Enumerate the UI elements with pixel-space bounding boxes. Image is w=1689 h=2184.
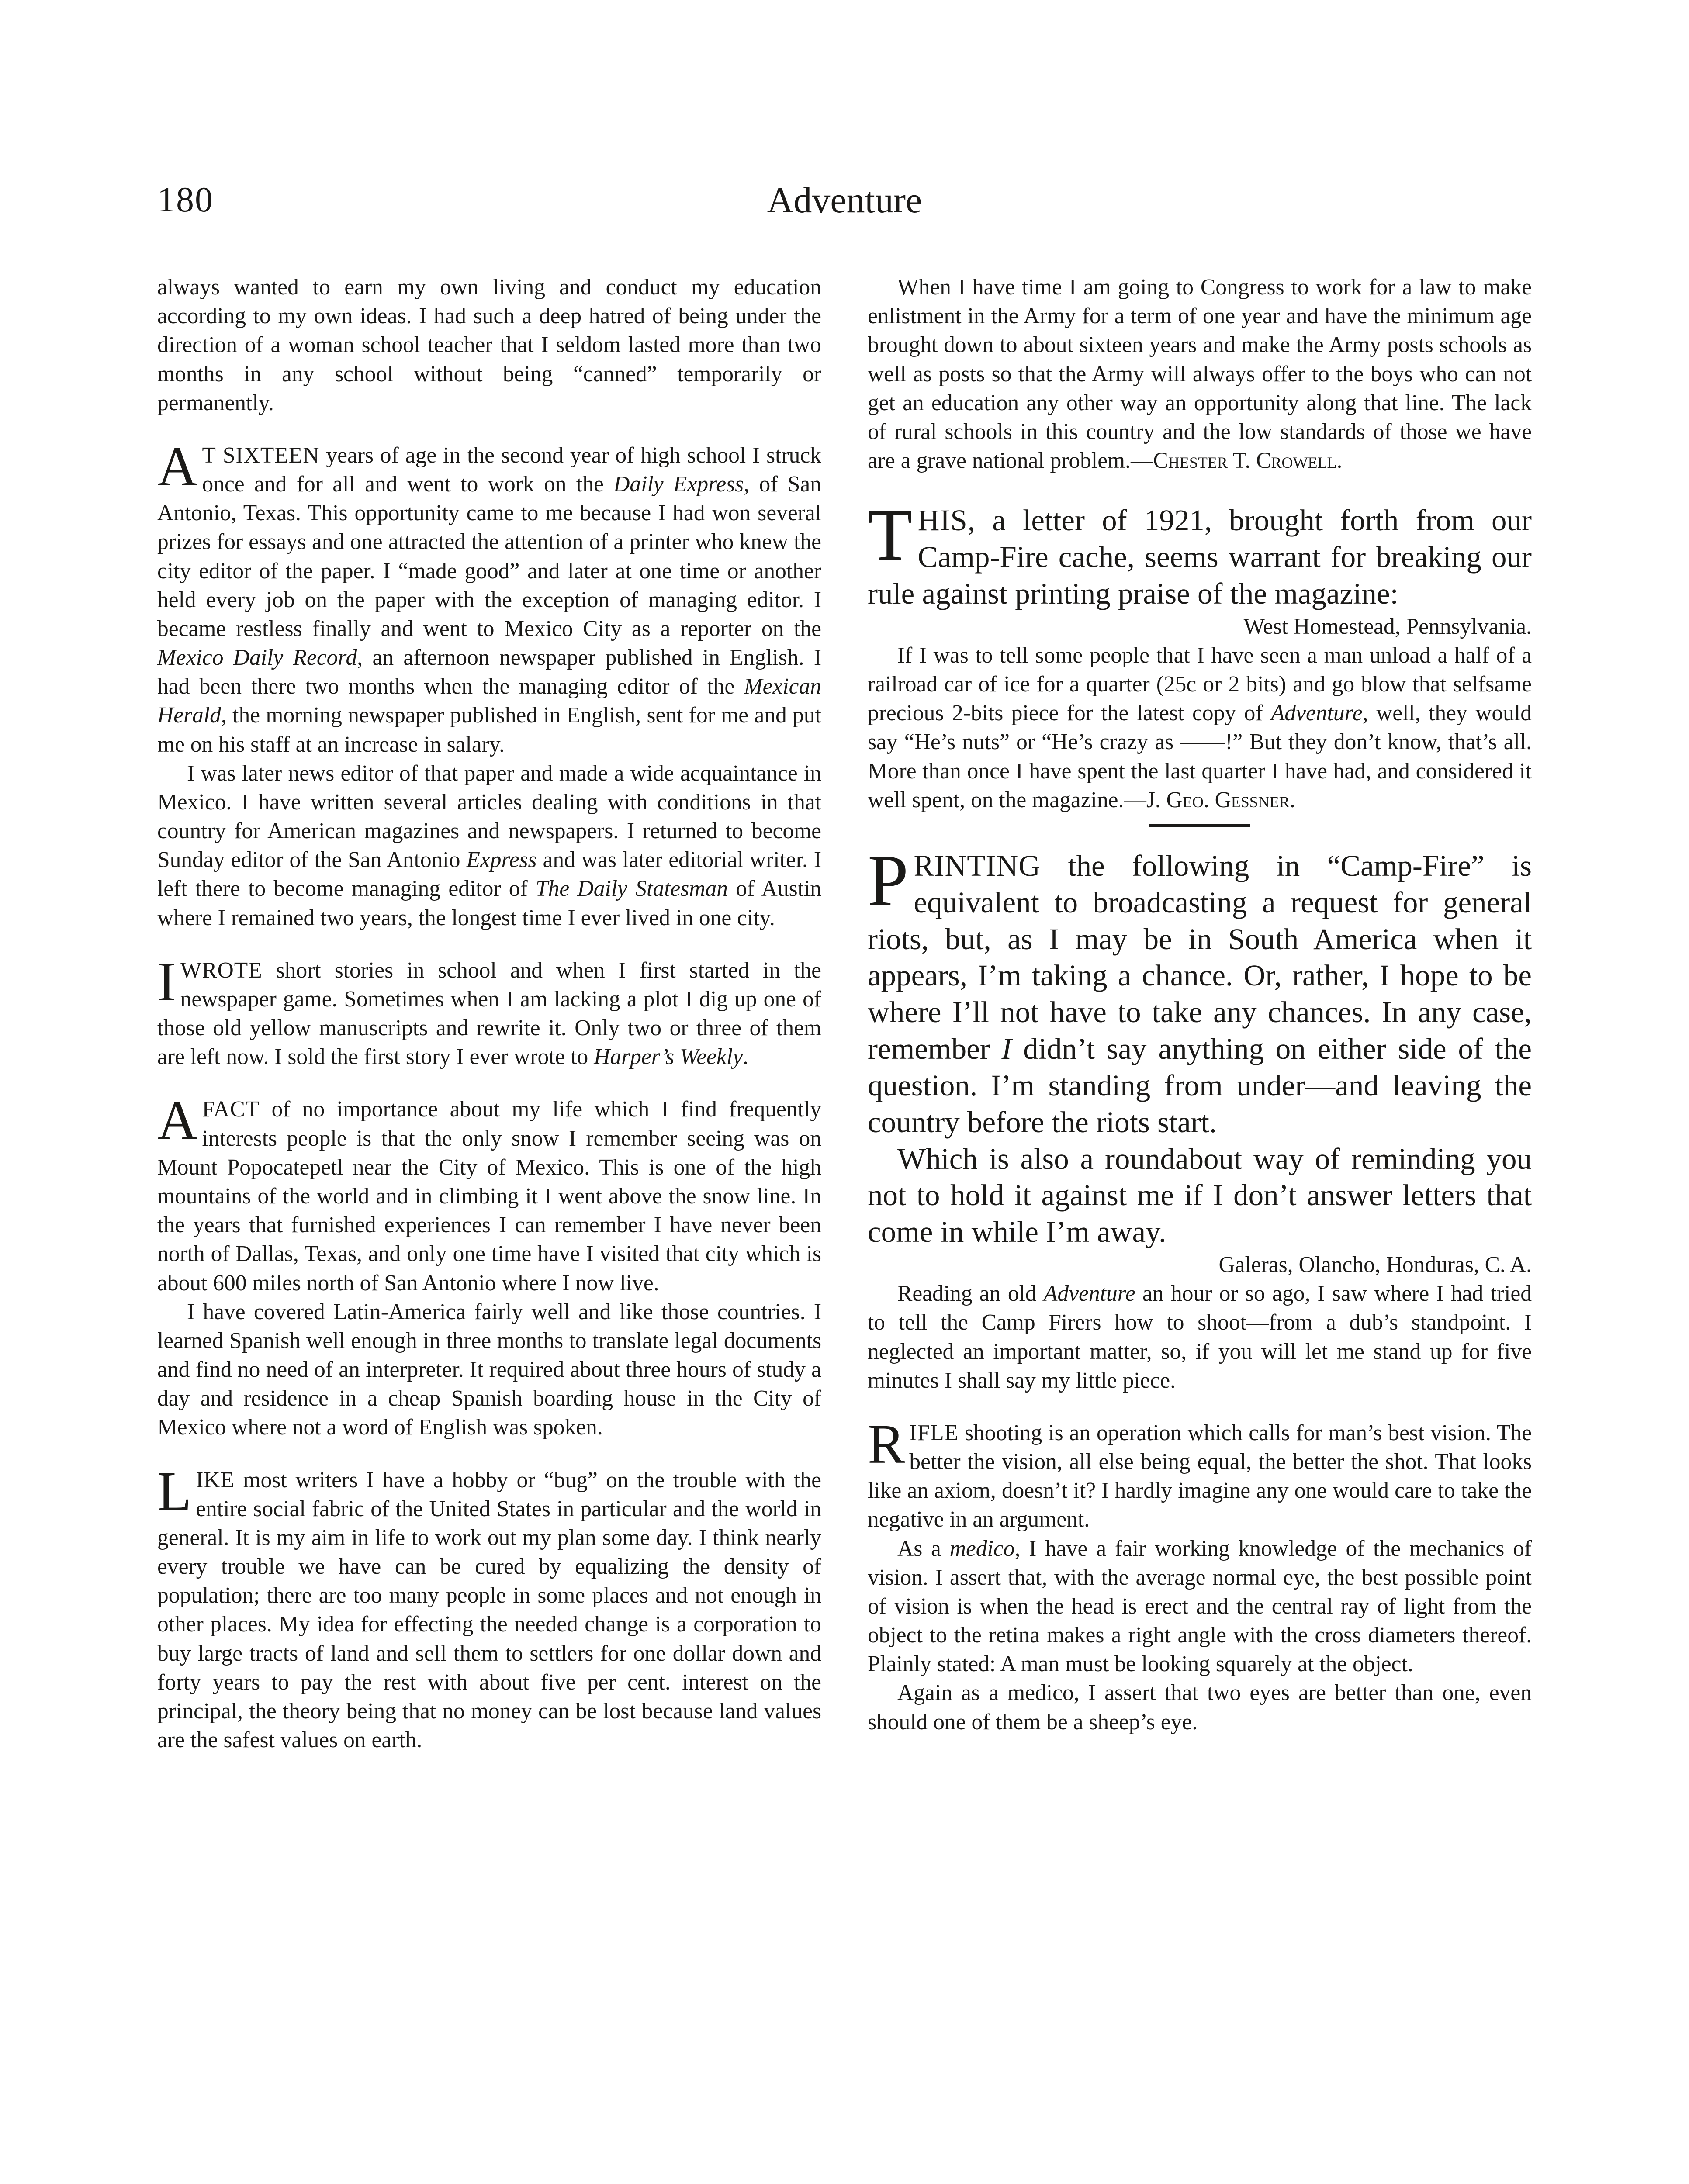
divider-rule xyxy=(1149,824,1250,827)
drop-cap: A xyxy=(157,435,198,498)
dateline: West Homestead, Pennsylvania. xyxy=(1243,614,1532,639)
right-column xyxy=(868,273,1532,1737)
paragraph: I was later news editor of that paper and made a wide acquaintance in Mexico. I have written several articles dealing with conditions in that country for American magazines and newspapers. I returned to become Sunday editor of the San Antonio Express and was later editorial writer. I left there to become managing editor of The Daily Statesman of Austin where I remained two years, the longest time I ever lived in one city. xyxy=(157,760,821,930)
paragraph: Reading an old Adventure an hour or so ago, I saw where I had tried to tell the Camp Firers how to shoot—from a dub’s standpoint. I neglected an important matter, so, if you will let me stand up for five minutes I shall say my little piece. xyxy=(868,1281,1532,1393)
paragraph: THIS, a letter of 1921, brought forth from our Camp-Fire cache, seems warrant for breaking our rule against printing praise of the magazine: xyxy=(868,494,1532,610)
signoff: Chester T. Crowell. xyxy=(1153,448,1343,473)
paragraph: As a medico, I have a fair working knowledge of the mechanics of vision. I assert that, with the average normal eye, the best possible point of vision is when the head is erect and the central ray of light from the object to the retina makes a right angle with the cross diameters thereof. Plainly stated: A man must be looking squarely at the object. xyxy=(868,1536,1532,1677)
dateline: Galeras, Olancho, Honduras, C. A. xyxy=(1218,1252,1532,1277)
editorial-note xyxy=(868,840,1532,1251)
paragraph: RIFLE shooting is an operation which calls for man’s best vision. The better the vision, all else being equal, the better the shot. That looks like an axiom, doesn’t it? I hardly imagine any one would care to take the negative in an argument. xyxy=(868,1413,1532,1532)
paragraph: LIKE most writers I have a hobby or “bug” on the trouble with the entire social fabric of the United States in particular and the world in general. It is my aim in life to work out my plan some day. I think nearly every trouble we have can be cured by equalizing the density of population; there are too many people in some places and not enough in other places. My idea for effecting the needed change is a corporation to buy large tracts of land and sell them to settlers for one dollar down and forty years to pay the rest with about five per cent. interest on the principal, the theory being that no money can be lost because land values are the safest values on earth. xyxy=(157,1460,821,1753)
paragraph: When I have time I am going to Congress to work for a law to make enlistment in the Army for a term of one year and have the minimum age brought down to about sixteen years and make the Army posts schools as well as posts so that the Army will always offer to the boys who can not get an education any other way an opportunity along that line. The lack of rural schools in this country and the low standards of those we have are a grave national problem.—Chester T. Crowell. xyxy=(868,275,1532,473)
drop-cap: L xyxy=(157,1460,192,1522)
page-header xyxy=(157,179,1532,232)
drop-cap: A xyxy=(157,1089,198,1152)
paragraph: A T SIXTEEN years of age in the second year of high school I struck once and for all and went to work on the Daily Express, of San Antonio, Texas. This opportunity came to me because I had won several prizes for essays and one attracted the attention of a printer who knew the city editor of the paper. I “made good” and later at one time or another held every job on the paper with the exception of managing editor. I became restless finally and went to Mexico City as a reporter on the Mexico Daily Record, an afternoon newspaper published in English. I had been there two months when the managing editor of the Mexican Herald, the morning newspaper published in English, sent for me and put me on his staff at an increase in salary. xyxy=(157,435,821,757)
drop-cap: I xyxy=(157,950,176,1013)
magazine-title: Adventure xyxy=(767,180,922,221)
editorial-note xyxy=(868,494,1532,612)
paragraph: Which is also a roundabout way of reminding you not to hold it against me if I don’t answer letters that come in while I’m away. xyxy=(868,1142,1532,1249)
paragraph: Again as a medico, I assert that two eyes are better than one, even should one of them be a sheep’s eye. xyxy=(868,1680,1532,1735)
drop-cap: T xyxy=(868,494,913,576)
paragraph: AFACT of no importance about my life which I find frequently interests people is that the only snow I remember seeing was on Mount Popocatepetl near the City of Mexico. This is one of the high mountains of the world and in climbing it I went above the snow line. In the years that furnished experiences I can remember I have never been north of Dallas, Texas, and only one time have I visited that city which is about 600 miles north of San Antonio where I now live. xyxy=(157,1089,821,1296)
paragraph: IWROTE short stories in school and when I first started in the newspaper game. Sometimes when I am lacking a plot I dig up one of those old yellow manuscripts and rewrite it. Only two or three of them are left now. I sold the first story I ever wrote to Harper’s Weekly. xyxy=(157,950,821,1070)
drop-cap: R xyxy=(868,1413,905,1475)
left-column xyxy=(157,273,821,1755)
drop-cap: P xyxy=(868,840,909,921)
paragraph: I have covered Latin-America fairly well and like those countries. I learned Spanish well enough in three months to translate legal documents and find no need of an interpreter. It required about three hours of study a day and residence in a cheap Spanish boarding house in the City of Mexico where not a word of English was spoken. xyxy=(157,1299,821,1440)
page-number: 180 xyxy=(157,180,214,219)
paragraph: PRINTING the following in “Camp-Fire” is equivalent to broadcasting a request for general riots, but, as I may be in South America when it appears, I’m taking a chance. Or, rather, I hope to be where I’ll not have to take any chances. In any case, remember I didn’t say anything on either side of the question. I’m standing from under—and leaving the country before the riots start. xyxy=(868,840,1532,1139)
signoff: J. Geo. Gessner. xyxy=(1146,787,1295,812)
paragraph: If I was to tell some people that I have seen a man unload a half of a railroad car of ice for a quarter (25c or 2 bits) and go blow that selfsame precious 2-bits piece for the latest copy of Adventure, well, they would say “He’s nuts” or “He’s crazy as ——!” But they don’t know, that’s all. More than once I have spent the last quarter I have had, and considered it well spent, on the magazine.—J. Geo. Gessner. xyxy=(868,643,1532,812)
paragraph: always wanted to earn my own living and conduct my education according to my own ideas. I had such a deep hatred of being under the direction of a woman school teacher that I seldom lasted more than two months in any school without being “canned” temporarily or permanently. xyxy=(157,275,821,415)
